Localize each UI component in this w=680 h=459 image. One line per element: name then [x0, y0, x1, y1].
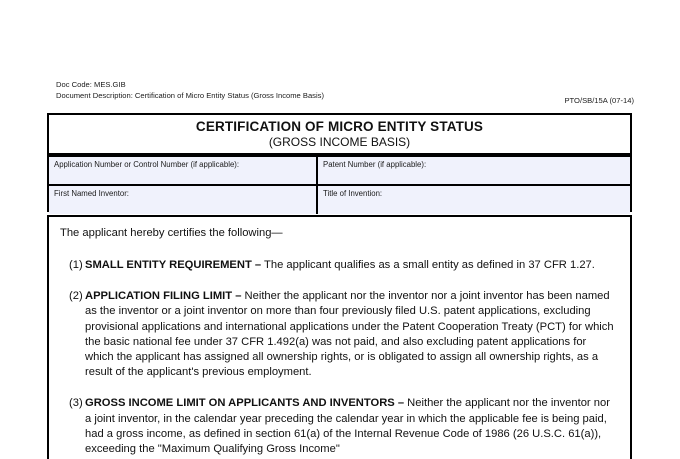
patent-number-field[interactable]	[318, 157, 630, 184]
list-item-number: (1)	[69, 259, 83, 271]
list-item-heading: GROSS INCOME LIMIT ON APPLICANTS AND INVENTORS –	[85, 397, 405, 410]
title-block	[47, 113, 632, 155]
list-item-body	[85, 289, 616, 380]
list-item-body	[85, 258, 616, 273]
certification-body-block	[47, 215, 632, 459]
title-of-invention-label: Title of Invention:	[323, 189, 383, 198]
doc-code-line: Doc Code: MES.GIB	[56, 80, 126, 89]
certification-intro: The applicant hereby certifies the following—	[60, 227, 283, 239]
list-item	[60, 396, 616, 457]
page-title: CERTIFICATION OF MICRO ENTITY STATUS	[195, 118, 484, 134]
table-row	[49, 157, 630, 186]
list-item-text: Neither the applicant nor the inventor nor a joint inventor has been named as the inventor or a joint inventor on more than four previously filed U.S. patent applications, excluding provisional applications and international applications under the Patent Cooperation Treaty (PCT) for which the basic national fee under 37 CFR 1.492(a) was not paid, and also excluding patent applications for which the applicant has assigned all ownership rights, or is obligated to assign all ownership rights, as a result of the applicant's previous employment.	[85, 290, 614, 379]
list-item-text: Neither the applicant nor the inventor nor a joint inventor, in the calendar year preceding the calendar year in which the applicable fee is being paid, had a gross income, as defined in section 61(a) of the Internal Revenue Code of 1986 (26 U.S.C. 61(a)), exceeding the "Maximum Qualifying Gross Income"	[85, 397, 610, 456]
patent-number-label: Patent Number (if applicable):	[323, 160, 427, 169]
first-named-inventor-field[interactable]	[49, 186, 318, 214]
doc-description-line: Document Description: Certification of Micro Entity Status (Gross Income Basis)	[56, 90, 324, 100]
form-number: PTO/SB/15A (07-14)	[564, 96, 634, 105]
list-item-heading: SMALL ENTITY REQUIREMENT –	[85, 259, 262, 271]
list-item-text: The applicant qualifies as a small entity as defined in 37 CFR 1.27.	[261, 259, 595, 271]
list-item-body	[85, 396, 616, 457]
list-item	[60, 258, 616, 273]
identification-fields-table	[47, 155, 632, 212]
table-row	[49, 186, 630, 214]
list-item	[60, 289, 616, 380]
list-item-heading: APPLICATION FILING LIMIT –	[85, 290, 242, 303]
application-number-label: Application Number or Control Number (if applicable):	[54, 160, 240, 169]
list-item-number: (2)	[69, 290, 83, 303]
document-header-meta	[56, 80, 636, 101]
application-number-field[interactable]	[49, 157, 318, 184]
list-item-number: (3)	[69, 397, 83, 410]
title-of-invention-field[interactable]	[318, 186, 630, 214]
page-subtitle: (GROSS INCOME BASIS)	[268, 134, 411, 149]
first-named-inventor-label: First Named Inventor:	[54, 189, 129, 198]
